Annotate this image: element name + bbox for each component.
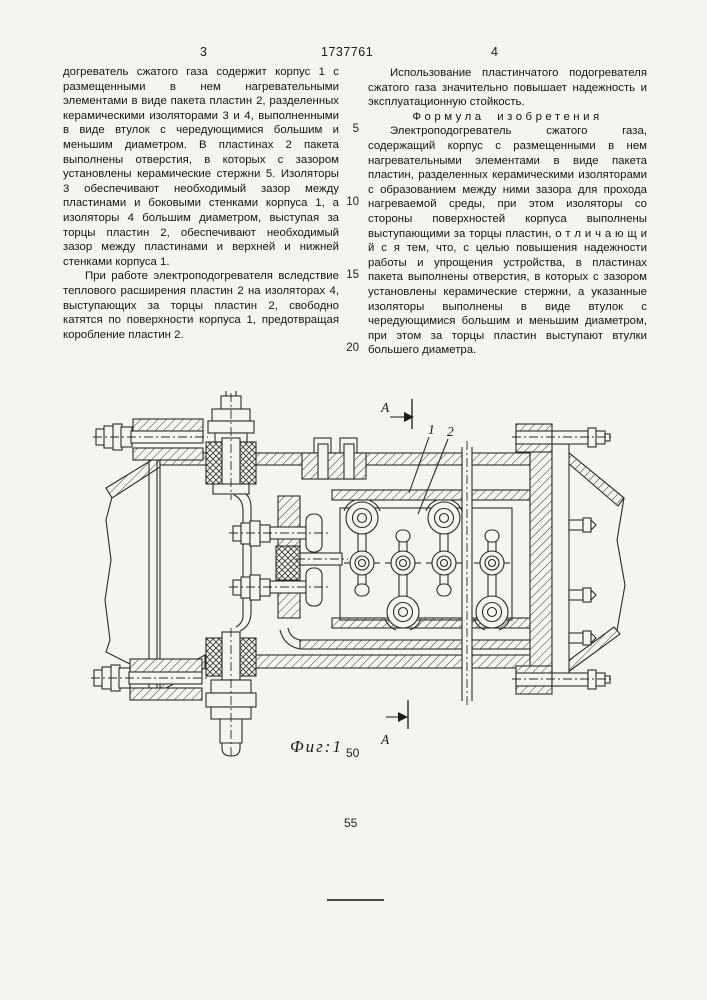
left-paragraph-1: догреватель сжатого газа содержит корпус 1 с размещенными в нем нагревательными элементами в виде пакета пластин 2, разделенных керамическими изоляторами 3 и 4, выполненными в виде втулок с чередующимися большим и меньшим диаметром. В пластинах 2 пакета выполнены отверстия, в которых с зазором установлены керамические стержни 5. Изоляторы 3 обеспечивают необходимый зазор между пластинами и боковыми стенками корпуса 1, а изоляторы 4 большим диаметром, выступая за торцы пластин 2, обеспечивают необходимый зазор между пластинами и верхней и нижней стенками корпуса 1.	[63, 66, 339, 268]
vertical-pipe	[462, 441, 472, 707]
middle-terminal-bolts	[229, 496, 348, 618]
formula-heading: Формула изобретения	[412, 110, 603, 123]
left-column	[63, 65, 339, 342]
page-number-left: 3	[200, 45, 208, 59]
right-paragraph-2: Электроподогреватель сжатого газа, содержащий корпус с размещенными в нем нагревательными элементами в виде пакета пластин, разделенных керамическими изоляторами с образованием между ними зазора для прохода нагреваемой среды, при этом изоляторы со стороны поверхностей корпуса выполнены выступающими за торцы пластин, о т л и ч а ю щ и й с я тем, что, с целью повышения надежности работы и упрощения устройства, в пластинах пакета выполнены отверстия, в которых с зазором установлены керамические стержни, а указанные изоляторы выполнены в виде втулок с чередующимися большим и меньшим диаметром, при этом за торцы пластин выступают втулки большего диаметра.	[368, 125, 647, 357]
figure-caption: Фиг:1	[290, 737, 343, 756]
section-marker-bottom	[380, 700, 408, 747]
part-label-2: 2	[447, 424, 454, 439]
terminal-channel	[234, 492, 251, 631]
bolt-top-left	[93, 419, 208, 460]
page-number-right: 4	[491, 45, 499, 59]
right-paragraph-1: Использование пластинчатого подогревателя сжатого газа значительно повышает надежность и эксплуатационную стойкость.	[368, 67, 647, 109]
patent-figure	[90, 390, 635, 762]
top-terminal	[206, 391, 256, 500]
patent-number: 1737761	[321, 45, 374, 59]
line-marker-55: 55	[344, 816, 358, 830]
bottom-terminal	[206, 628, 256, 758]
right-column	[368, 66, 647, 358]
line-marker-50: 50	[346, 746, 360, 760]
section-label-bottom: A	[381, 732, 390, 747]
left-paragraph-2: При работе электроподогревателя вследствие теплового расширения пластин 2 на изоляторах 4, выступающих за торцы пластин 2, свободно катятся по поверхности корпуса 1, предотвращая коробление пластин 2.	[63, 270, 339, 341]
line-marker-10: 10	[346, 196, 359, 208]
bolt-bottom-left	[91, 659, 207, 700]
line-marker-15: 15	[346, 269, 359, 281]
figure-shapes	[91, 391, 625, 758]
figure-drawing	[90, 390, 635, 762]
section-marker-top	[380, 399, 414, 429]
bottom-rule	[327, 899, 384, 901]
heating-elements	[344, 500, 510, 630]
part-label-1: 1	[428, 422, 435, 437]
section-label-top: A	[381, 400, 390, 415]
line-marker-20: 20	[346, 342, 359, 354]
top-middle-bolts	[302, 438, 366, 479]
line-marker-5: 5	[352, 123, 359, 135]
